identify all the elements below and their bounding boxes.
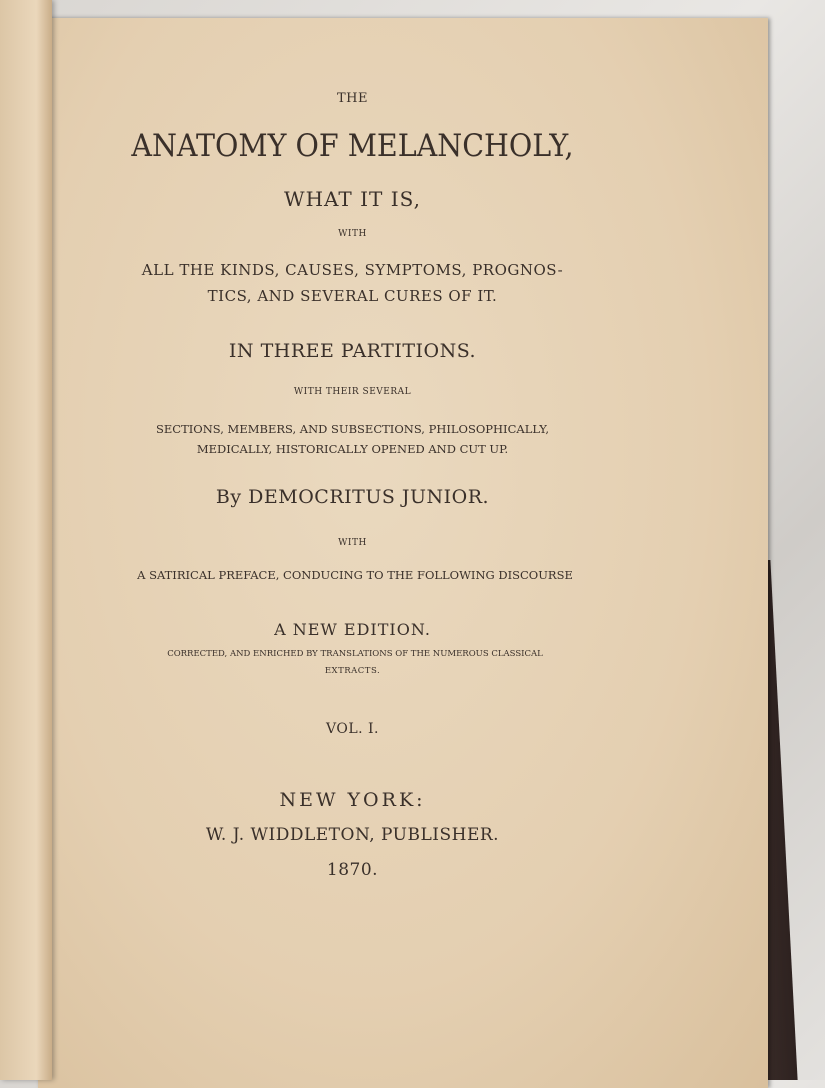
with-label-2: WITH bbox=[338, 538, 367, 548]
corrected-line-2: EXTRACTS. bbox=[324, 666, 381, 676]
sections-line-1: SECTIONS, MEMBERS, AND SUBSECTIONS, PHILOSOPHICALLY, bbox=[156, 422, 549, 436]
title-page bbox=[38, 18, 768, 1088]
subtitle: WHAT IT IS, bbox=[284, 187, 421, 211]
facing-page-edge bbox=[0, 0, 52, 1080]
place: NEW YORK: bbox=[279, 789, 426, 811]
corrected-line-1: CORRECTED, AND ENRICHED BY TRANSLATIONS OF THE NUMEROUS CLASSICAL bbox=[167, 649, 543, 659]
author: By DEMOCRITUS JUNIOR. bbox=[215, 486, 490, 508]
with-label-1: WITH bbox=[338, 229, 367, 239]
kinds-line-1: ALL THE KINDS, CAUSES, SYMPTOMS, PROGNOS- bbox=[141, 261, 564, 279]
volume: VOL. I. bbox=[325, 721, 380, 737]
edition: A NEW EDITION. bbox=[274, 620, 431, 639]
year: 1870. bbox=[326, 860, 379, 880]
title-the: THE bbox=[337, 91, 368, 106]
publisher: W. J. WIDDLETON, PUBLISHER. bbox=[205, 825, 500, 845]
book-title: ANATOMY OF MELANCHOLY, bbox=[131, 128, 574, 164]
sections-line-2: MEDICALLY, HISTORICALLY OPENED AND CUT UP. bbox=[196, 442, 509, 456]
preface: A SATIRICAL PREFACE, CONDUCING TO THE FOLLOWING DISCOURSE bbox=[137, 568, 573, 582]
kinds-line-2: TICS, AND SEVERAL CURES OF IT. bbox=[207, 287, 498, 305]
partitions: IN THREE PARTITIONS. bbox=[228, 340, 477, 362]
with-their-several: WITH THEIR SEVERAL bbox=[293, 387, 412, 397]
